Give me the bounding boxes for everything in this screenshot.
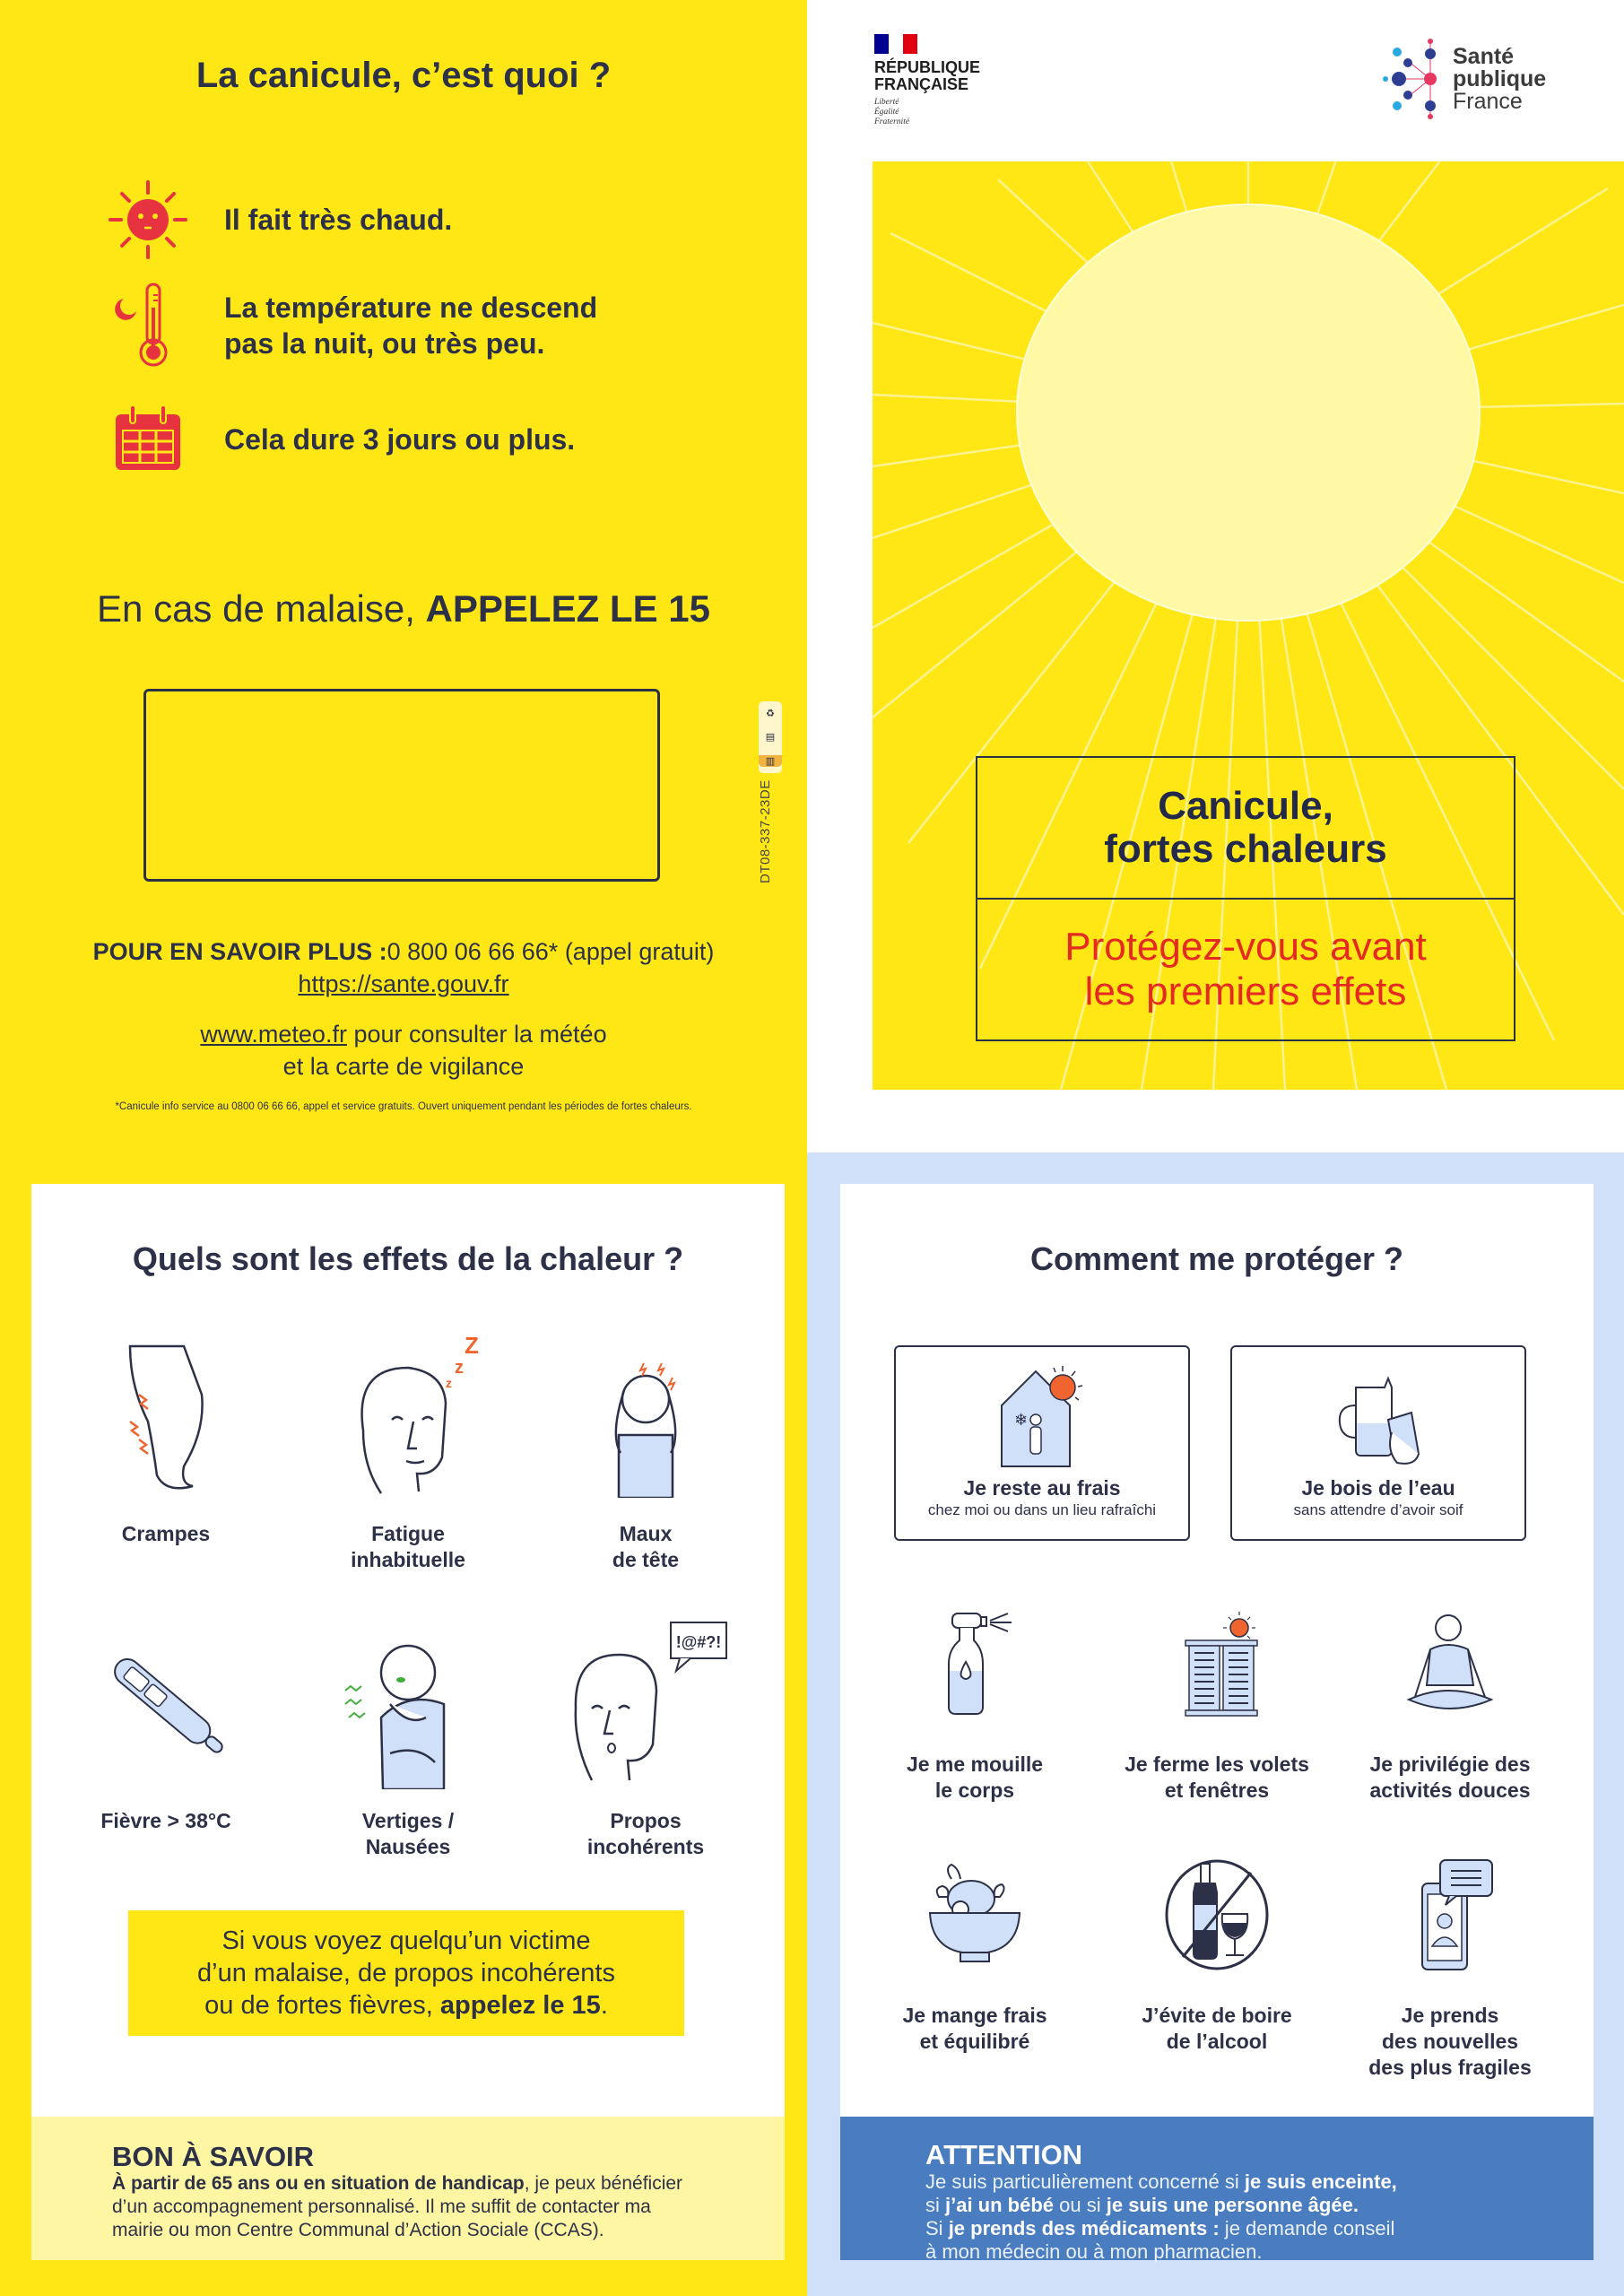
heatwave-definition-title: La canicule, c’est quoi ?	[195, 56, 612, 95]
effect-cramps	[63, 1327, 269, 1547]
tip-label-line1: J’évite de boire	[1142, 2004, 1292, 2027]
cover-subtitle-line1: Protégez-vous avant	[1064, 925, 1427, 969]
tip-label-line2: et équilibré	[919, 2030, 1030, 2053]
effect-label-line2: de tête	[612, 1548, 680, 1571]
republique-francaise-logo	[874, 34, 980, 127]
footnote: *Canicule info service au 0800 06 66 66, appel et service gratuits. Ouvert uniquement pendant les périodes de fortes chaleurs.	[115, 1101, 692, 1112]
tip-label	[863, 2003, 1087, 2055]
triman-icon: ♻	[766, 708, 775, 719]
att-text: à mon médecin ou à mon pharmacien.	[925, 2240, 1263, 2263]
motto-liberte: Liberté	[874, 98, 899, 107]
tip-label-line2: des nouvelles	[1381, 2030, 1519, 2053]
svg-text:z: z	[455, 1358, 464, 1378]
meteo-text: pour consulter la météo	[346, 1021, 607, 1048]
more-info-label: POUR EN SAVOIR PLUS :	[92, 938, 387, 965]
heat-effects-title: Quels sont les effets de la chaleur ?	[132, 1240, 684, 1277]
spf-network-icon	[1381, 34, 1444, 124]
tip-close-shutters	[1105, 1601, 1329, 1804]
tip-avoid-alcohol	[1105, 1852, 1329, 2055]
svg-text:Z: Z	[465, 1332, 479, 1359]
rf-name-line2: FRANÇAISE	[874, 75, 969, 93]
moon-thermometer-icon	[99, 285, 197, 366]
sun-face-icon	[99, 179, 197, 260]
panel-heat-effects	[0, 1152, 807, 2296]
spf-line3: France	[1453, 88, 1523, 114]
tip-label	[1105, 2003, 1329, 2055]
effect-label-line1: Vertiges /	[361, 1809, 455, 1832]
spray-bottle-icon	[863, 1601, 1087, 1726]
heat-effects-card	[31, 1184, 785, 2260]
tip-label-line1: Je privilégie des	[1369, 1752, 1531, 1776]
cover-subtitle-line2: les premiers effets	[1084, 970, 1407, 1013]
att-bold: je prends des médicaments :	[948, 2217, 1220, 2239]
nausea-icon	[305, 1614, 511, 1794]
effect-label	[305, 1521, 511, 1573]
thermometer-icon	[63, 1614, 269, 1794]
cover-subtitle	[977, 900, 1514, 1039]
alert-line3-prefix: ou de fortes fièvres,	[204, 1991, 440, 2020]
effect-label	[543, 1521, 749, 1573]
speech-bubble-text: !@#?!	[675, 1633, 722, 1651]
headache-icon	[543, 1327, 749, 1507]
meteo-link[interactable]: www.meteo.fr	[200, 1021, 347, 1048]
good-to-know-bold: À partir de 65 ans ou en situation de handicap	[112, 2173, 525, 2194]
svg-text:z: z	[446, 1376, 452, 1390]
emergency-call-line	[0, 587, 807, 631]
att-bold: je suis enceinte,	[1244, 2170, 1397, 2193]
recycling-logos	[759, 701, 782, 773]
tip-label	[1338, 2003, 1562, 2081]
spf-line1: Santé	[1453, 43, 1515, 69]
effect-fever	[63, 1614, 269, 1834]
alert-call-number: appelez le 15	[439, 1991, 601, 2020]
definition-night-temperature	[99, 285, 597, 366]
effect-label-line1: Fatigue	[371, 1522, 445, 1545]
paper-bin-icon: ▥	[759, 755, 782, 767]
document-reference: DT08-337-23DE	[758, 779, 773, 883]
effect-label-line2: Nausées	[365, 1835, 451, 1858]
tip-wet-body	[863, 1601, 1087, 1804]
panel-how-to-protect	[807, 1152, 1624, 2296]
confused-speech-icon	[543, 1614, 749, 1794]
att-text: je demande conseil	[1219, 2217, 1395, 2239]
definition-duration	[99, 399, 575, 480]
shutters-icon	[1105, 1601, 1329, 1726]
effect-label-line2: incohérents	[586, 1835, 705, 1858]
effect-nausea	[305, 1614, 511, 1860]
motto-egalite: Égalité	[874, 108, 899, 117]
cool-house-icon	[896, 1347, 1188, 1468]
alert-line1: Si vous voyez quelqu’un victime	[221, 1926, 591, 1955]
no-alcohol-icon	[1105, 1852, 1329, 1978]
att-text: Je suis particulièrement concerné si	[925, 2170, 1245, 2193]
cover-title-line2: fortes chaleurs	[1104, 827, 1387, 871]
phone-message-icon	[1338, 1852, 1562, 1978]
card-subtitle: chez moi ou dans un lieu rafraîchi	[927, 1501, 1157, 1518]
definition-text	[224, 290, 597, 361]
tip-label	[1338, 1752, 1562, 1804]
good-to-know-box	[31, 2117, 785, 2260]
alert-line3	[128, 1989, 684, 2022]
tip-label-line2: le corps	[934, 1779, 1015, 1802]
rf-name-line1: RÉPUBLIQUE	[874, 58, 981, 76]
tip-eat-fresh	[863, 1852, 1087, 2055]
att-text: Si	[925, 2217, 949, 2239]
tip-gentle-activities	[1338, 1601, 1562, 1804]
cover-title-box	[976, 756, 1515, 1041]
panel-what-is-heatwave	[0, 0, 807, 1152]
card-title: Je reste au frais	[963, 1476, 1121, 1500]
att-bold: je suis une personne âgée.	[1106, 2194, 1359, 2216]
effect-label	[305, 1808, 511, 1860]
card-stay-cool	[894, 1345, 1190, 1541]
sante-gouv-link[interactable]: https://sante.gouv.fr	[298, 970, 509, 997]
cover-title	[977, 758, 1514, 900]
card-drink-water	[1230, 1345, 1526, 1541]
effect-label: Crampes	[121, 1522, 211, 1545]
info-tri-icon: ▤	[765, 732, 776, 744]
definition-line: La température ne descend	[224, 291, 598, 324]
tip-label-line1: Je me mouille	[906, 1752, 1044, 1776]
tip-label-line2: et fenêtres	[1164, 1779, 1270, 1802]
emergency-call-prefix: En cas de malaise,	[97, 587, 426, 630]
meteo-info-block	[0, 1018, 807, 1083]
att-text: ou si	[1054, 2194, 1107, 2216]
emergency-call-number: APPELEZ LE 15	[425, 587, 710, 630]
effect-label-line1: Maux	[619, 1522, 673, 1545]
marianne-flag-icon	[874, 34, 917, 54]
protection-title: Comment me protéger ?	[1029, 1240, 1404, 1277]
meditation-icon	[1338, 1601, 1562, 1726]
effect-fatigue	[305, 1327, 511, 1573]
leg-cramp-icon	[63, 1327, 269, 1507]
calendar-icon	[99, 399, 197, 480]
call-15-alert	[128, 1910, 684, 2036]
card-title: Je bois de l’eau	[1301, 1476, 1455, 1500]
local-stamp-box	[143, 689, 660, 882]
tip-label-line3: des plus fragiles	[1368, 2056, 1532, 2079]
tip-label-line1: Je mange frais	[902, 2004, 1047, 2027]
spf-line2: publique	[1453, 65, 1547, 91]
water-pitcher-icon	[1232, 1347, 1524, 1468]
alert-line2: d’un malaise, de propos incohérents	[197, 1959, 615, 1987]
tip-label-line2: de l’alcool	[1166, 2030, 1268, 2053]
tip-label	[863, 1752, 1087, 1804]
tip-label-line1: Je ferme les volets	[1125, 1752, 1309, 1776]
rf-motto	[874, 98, 980, 127]
protection-card	[840, 1184, 1594, 2263]
definition-very-hot	[99, 179, 452, 260]
svg-text:❄: ❄	[1014, 1411, 1029, 1430]
effect-label-line1: Propos	[610, 1809, 682, 1832]
att-bold: j’ai un bébé	[945, 2194, 1055, 2216]
tip-label	[1105, 1752, 1329, 1804]
good-to-know-rest: , je peux bénéficier d’un accompagnement personnalisé. Il me suffit de contacter ma mairie ou mon Centre Communal d’Action Sociale (CCAS).	[112, 2173, 683, 2240]
good-to-know-text	[112, 2172, 704, 2242]
more-info-block	[0, 935, 807, 1000]
sante-publique-france-logo	[1381, 34, 1546, 124]
definition-line: pas la nuit, ou très peu.	[224, 327, 545, 360]
tip-label-line1: Je prends	[1401, 2004, 1499, 2027]
panel-cover	[807, 0, 1624, 1152]
motto-fraternite: Fraternité	[874, 117, 910, 126]
effect-label-line2: inhabituelle	[351, 1548, 465, 1571]
effect-label: Fièvre > 38°C	[100, 1809, 231, 1832]
effect-label	[543, 1808, 749, 1860]
attention-title: ATTENTION	[925, 2139, 1083, 2170]
card-subtitle: sans attendre d’avoir soif	[1293, 1501, 1463, 1518]
tip-check-on-vulnerable	[1338, 1852, 1562, 2081]
tip-label-line2: activités douces	[1369, 1779, 1531, 1802]
att-text: si	[925, 2194, 945, 2216]
cover-title-line1: Canicule,	[1158, 784, 1333, 828]
effect-headache	[543, 1327, 749, 1573]
sleepy-face-icon	[305, 1327, 511, 1507]
info-phone-number[interactable]: 0 800 06 66 66* (appel gratuit)	[386, 938, 715, 965]
definition-text: Cela dure 3 jours ou plus.	[224, 423, 576, 456]
attention-text	[925, 2170, 1508, 2264]
attention-box	[840, 2117, 1594, 2263]
salad-bowl-icon	[863, 1852, 1087, 1978]
definition-text: Il fait très chaud.	[224, 204, 453, 236]
meteo-text-line2: et la carte de vigilance	[282, 1053, 525, 1080]
alert-line3-suffix: .	[600, 1991, 608, 2020]
spf-wordmark	[1453, 43, 1547, 114]
effect-confusion	[543, 1614, 749, 1860]
good-to-know-title: BON À SAVOIR	[112, 2141, 315, 2172]
